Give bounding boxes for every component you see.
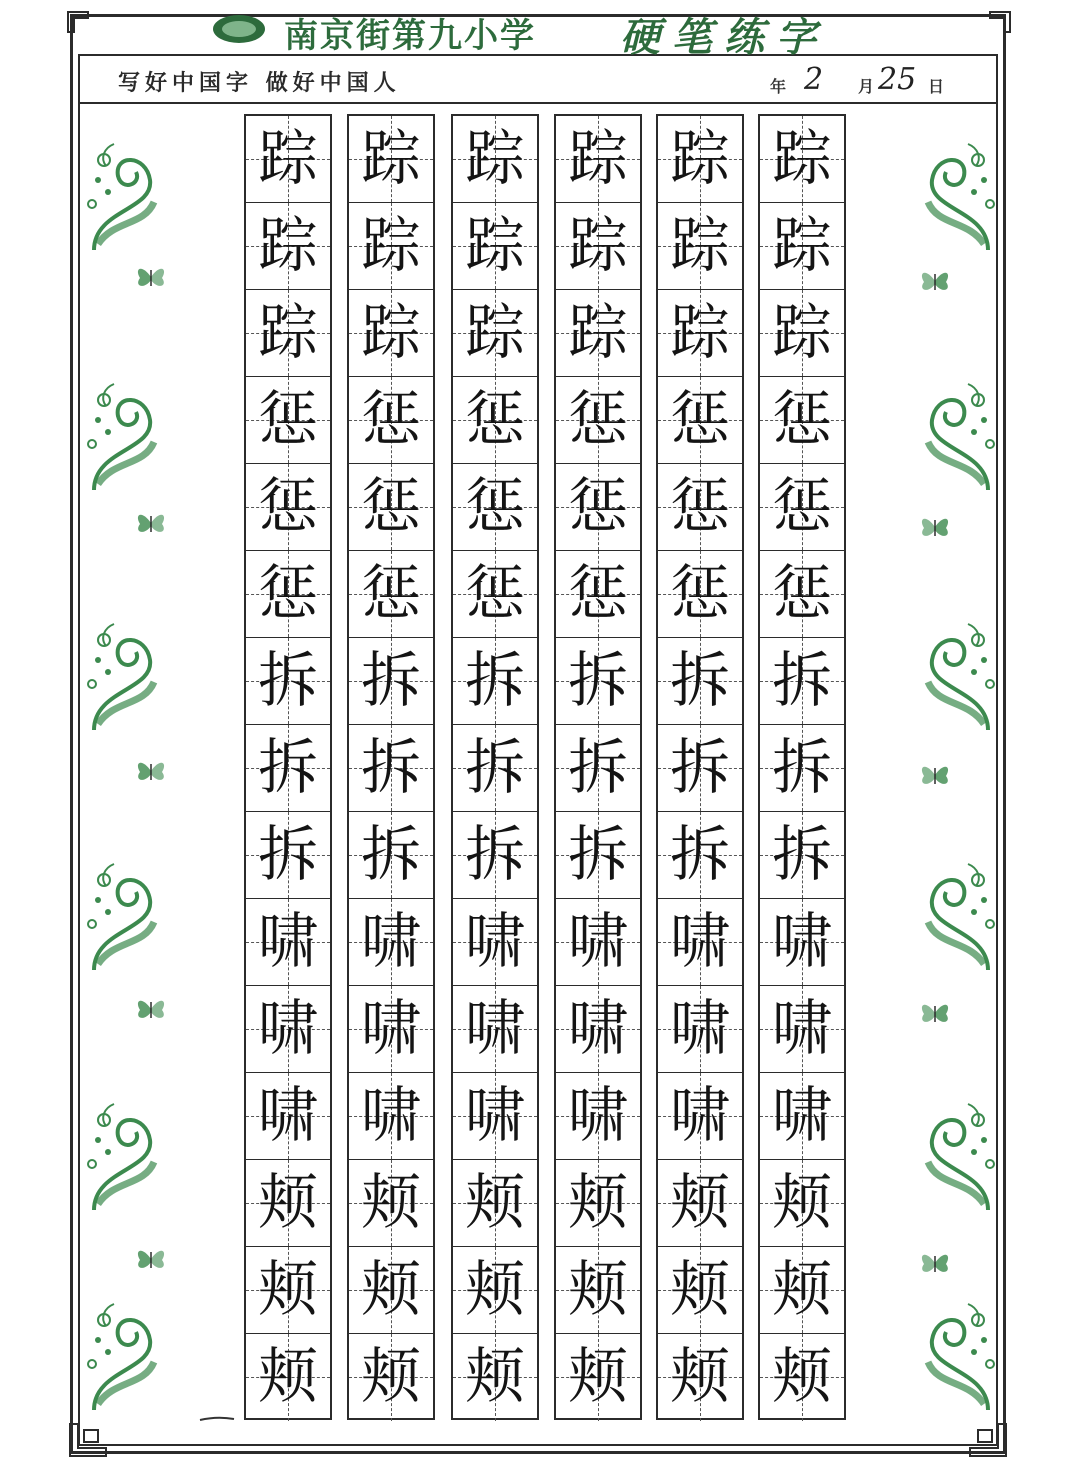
handwritten-character: 颊	[465, 1342, 525, 1412]
handwritten-character: 惩	[772, 559, 832, 629]
handwritten-character: 颊	[772, 1255, 832, 1325]
grid-cell	[349, 464, 433, 551]
grid-cell	[453, 1160, 537, 1247]
handwritten-character: 惩	[568, 472, 628, 542]
grid-cell	[453, 638, 537, 725]
butterfly-icon	[134, 1244, 168, 1274]
handwritten-character: 惩	[670, 559, 730, 629]
grid-cell	[349, 116, 433, 203]
grid-cell	[556, 986, 640, 1073]
grid-cell	[556, 377, 640, 464]
handwritten-character: 踪	[361, 124, 421, 194]
handwritten-character: 啸	[772, 994, 832, 1064]
school-logo-icon	[212, 14, 266, 44]
handwritten-character: 啸	[772, 907, 832, 977]
butterfly-icon	[918, 1248, 952, 1278]
handwritten-character: 啸	[670, 994, 730, 1064]
handwritten-character: 拆	[465, 820, 525, 890]
handwritten-character: 踪	[670, 211, 730, 281]
handwritten-character: 踪	[361, 298, 421, 368]
grid-cell	[556, 116, 640, 203]
grid-cell	[760, 1073, 844, 1160]
grid-cell	[556, 812, 640, 899]
sheet-header	[200, 6, 900, 61]
handwritten-character: 颊	[258, 1168, 318, 1238]
grid-cell	[658, 464, 742, 551]
handwritten-character: 踪	[670, 124, 730, 194]
grid-cell	[658, 1334, 742, 1421]
leaf-swirl-ornament	[84, 860, 164, 980]
butterfly-icon	[918, 998, 952, 1028]
grid-cell	[246, 1160, 330, 1247]
handwritten-character: 颊	[361, 1255, 421, 1325]
handwritten-character: 拆	[772, 646, 832, 716]
handwritten-character: 拆	[465, 733, 525, 803]
grid-cell	[760, 812, 844, 899]
leaf-swirl-ornament	[84, 380, 164, 500]
leaf-swirl-ornament	[84, 140, 164, 260]
corner-ornament-top-right	[988, 10, 1012, 34]
handwritten-character: 拆	[361, 733, 421, 803]
handwritten-character: 惩	[361, 559, 421, 629]
grid-cell	[349, 638, 433, 725]
grid-cell	[349, 1247, 433, 1334]
grid-cell	[658, 899, 742, 986]
butterfly-icon	[134, 508, 168, 538]
year-label: 年	[770, 77, 787, 96]
grid-cell	[658, 986, 742, 1073]
grid-cell	[349, 812, 433, 899]
handwritten-character: 啸	[258, 1081, 318, 1151]
handwritten-character: 惩	[465, 559, 525, 629]
handwritten-character: 啸	[465, 994, 525, 1064]
handwritten-character: 颊	[258, 1255, 318, 1325]
day-label: 日	[928, 77, 945, 96]
grid-cell	[246, 1247, 330, 1334]
day-value: 25	[878, 62, 917, 97]
grid-cell	[453, 116, 537, 203]
handwritten-character: 惩	[670, 472, 730, 542]
handwritten-character: 颊	[465, 1255, 525, 1325]
handwritten-character: 踪	[258, 298, 318, 368]
grid-cell	[556, 290, 640, 377]
grid-cell	[453, 899, 537, 986]
motto-text: 写好中国字 做好中国人	[118, 71, 401, 96]
handwritten-character: 拆	[258, 820, 318, 890]
grid-cell	[246, 1073, 330, 1160]
corner-ornament-bottom-right	[966, 1420, 1010, 1460]
grid-cell	[760, 551, 844, 638]
grid-cell	[246, 725, 330, 812]
grid-cell	[246, 464, 330, 551]
grid-cell	[453, 812, 537, 899]
handwritten-character: 拆	[361, 646, 421, 716]
handwritten-character: 颊	[568, 1342, 628, 1412]
leaf-swirl-ornament	[918, 620, 998, 740]
grid-cell	[658, 551, 742, 638]
butterfly-icon	[918, 512, 952, 542]
grid-cell	[760, 725, 844, 812]
grid-cell	[556, 1334, 640, 1421]
handwritten-character: 拆	[361, 820, 421, 890]
butterfly-icon	[918, 760, 952, 790]
leaf-swirl-ornament	[918, 1100, 998, 1220]
butterfly-icon	[134, 994, 168, 1024]
grid-cell	[349, 377, 433, 464]
pen-stroke-mark	[198, 1416, 236, 1422]
handwritten-character: 颊	[772, 1168, 832, 1238]
grid-column	[656, 114, 744, 1420]
grid-column	[758, 114, 846, 1420]
handwritten-character: 啸	[568, 994, 628, 1064]
grid-cell	[556, 899, 640, 986]
handwritten-character: 踪	[772, 124, 832, 194]
grid-cell	[658, 1160, 742, 1247]
handwritten-character: 踪	[568, 298, 628, 368]
handwritten-character: 惩	[772, 385, 832, 455]
handwritten-character: 颊	[258, 1342, 318, 1412]
month-value: 2	[804, 62, 824, 97]
handwritten-character: 惩	[465, 385, 525, 455]
grid-cell	[760, 638, 844, 725]
handwritten-character: 拆	[258, 733, 318, 803]
handwritten-character: 踪	[670, 298, 730, 368]
handwritten-character: 啸	[465, 907, 525, 977]
grid-cell	[246, 1334, 330, 1421]
leaf-swirl-ornament	[918, 140, 998, 260]
handwritten-character: 颊	[465, 1168, 525, 1238]
grid-cell	[453, 203, 537, 290]
grid-cell	[556, 725, 640, 812]
grid-cell	[453, 1334, 537, 1421]
grid-cell	[658, 377, 742, 464]
handwritten-character: 啸	[670, 1081, 730, 1151]
grid-cell	[453, 1073, 537, 1160]
handwritten-character: 惩	[568, 385, 628, 455]
handwritten-character: 踪	[258, 124, 318, 194]
leaf-swirl-ornament	[918, 380, 998, 500]
handwritten-character: 啸	[568, 907, 628, 977]
handwritten-character: 踪	[772, 211, 832, 281]
handwritten-character: 颊	[568, 1255, 628, 1325]
grid-cell	[349, 986, 433, 1073]
handwritten-character: 踪	[361, 211, 421, 281]
handwritten-character: 拆	[568, 820, 628, 890]
handwritten-character: 啸	[258, 994, 318, 1064]
grid-cell	[658, 1247, 742, 1334]
handwritten-character: 惩	[258, 472, 318, 542]
grid-cell	[556, 203, 640, 290]
handwritten-character: 拆	[258, 646, 318, 716]
handwritten-character: 颊	[361, 1342, 421, 1412]
grid-cell	[760, 1247, 844, 1334]
grid-cell	[349, 1073, 433, 1160]
grid-column	[554, 114, 642, 1420]
handwritten-character: 啸	[361, 1081, 421, 1151]
motto-date-row	[80, 58, 998, 102]
grid-cell	[453, 725, 537, 812]
grid-cell	[556, 551, 640, 638]
grid-cell	[246, 899, 330, 986]
grid-cell	[349, 1160, 433, 1247]
handwritten-character: 颊	[670, 1342, 730, 1412]
handwritten-character: 踪	[465, 124, 525, 194]
grid-cell	[453, 1247, 537, 1334]
grid-cell	[246, 638, 330, 725]
grid-cell	[349, 1334, 433, 1421]
handwritten-character: 拆	[670, 646, 730, 716]
grid-cell	[556, 1247, 640, 1334]
corner-ornament-top-left	[66, 10, 90, 34]
leaf-swirl-ornament	[918, 1300, 998, 1420]
grid-cell	[760, 1334, 844, 1421]
handwritten-character: 啸	[568, 1081, 628, 1151]
grid-cell	[453, 986, 537, 1073]
handwritten-character: 颊	[670, 1168, 730, 1238]
handwritten-character: 颊	[772, 1342, 832, 1412]
grid-cell	[760, 377, 844, 464]
handwritten-character: 啸	[772, 1081, 832, 1151]
grid-cell	[658, 725, 742, 812]
handwritten-character: 踪	[465, 211, 525, 281]
handwritten-character: 踪	[465, 298, 525, 368]
handwritten-character: 啸	[465, 1081, 525, 1151]
handwritten-character: 拆	[772, 820, 832, 890]
grid-cell	[349, 899, 433, 986]
grid-cell	[658, 812, 742, 899]
grid-cell	[760, 986, 844, 1073]
grid-cell	[658, 1073, 742, 1160]
handwritten-character: 惩	[258, 385, 318, 455]
grid-column	[451, 114, 539, 1420]
handwritten-character: 颊	[670, 1255, 730, 1325]
grid-cell	[246, 812, 330, 899]
handwritten-character: 惩	[361, 472, 421, 542]
grid-cell	[760, 290, 844, 377]
leaf-swirl-ornament	[84, 1300, 164, 1420]
grid-cell	[658, 638, 742, 725]
handwritten-character: 拆	[772, 733, 832, 803]
grid-cell	[246, 290, 330, 377]
handwritten-character: 啸	[361, 994, 421, 1064]
handwritten-character: 啸	[670, 907, 730, 977]
grid-column	[347, 114, 435, 1420]
handwritten-character: 惩	[258, 559, 318, 629]
grid-cell	[349, 290, 433, 377]
grid-cell	[658, 203, 742, 290]
grid-cell	[246, 203, 330, 290]
leaf-swirl-ornament	[84, 1100, 164, 1220]
grid-cell	[453, 464, 537, 551]
book-title: 硬笔练字	[620, 14, 828, 61]
leaf-swirl-ornament	[918, 860, 998, 980]
handwritten-character: 惩	[670, 385, 730, 455]
handwritten-character: 啸	[258, 907, 318, 977]
butterfly-icon	[134, 262, 168, 292]
grid-cell	[760, 899, 844, 986]
handwritten-character: 颊	[568, 1168, 628, 1238]
handwritten-character: 拆	[465, 646, 525, 716]
grid-column	[244, 114, 332, 1420]
grid-cell	[556, 638, 640, 725]
grid-cell	[760, 464, 844, 551]
handwritten-character: 拆	[670, 820, 730, 890]
grid-cell	[760, 1160, 844, 1247]
grid-cell	[556, 1160, 640, 1247]
grid-cell	[246, 116, 330, 203]
butterfly-icon	[918, 266, 952, 296]
grid-cell	[349, 203, 433, 290]
handwritten-character: 踪	[568, 211, 628, 281]
handwritten-character: 拆	[568, 646, 628, 716]
school-name: 南京街第九小学	[284, 16, 536, 56]
grid-cell	[556, 464, 640, 551]
butterfly-icon	[134, 756, 168, 786]
grid-cell	[760, 116, 844, 203]
grid-cell	[453, 377, 537, 464]
grid-cell	[658, 116, 742, 203]
handwritten-character: 惩	[772, 472, 832, 542]
handwritten-character: 踪	[772, 298, 832, 368]
grid-cell	[246, 986, 330, 1073]
handwritten-character: 踪	[568, 124, 628, 194]
handwritten-character: 惩	[568, 559, 628, 629]
grid-cell	[658, 290, 742, 377]
handwritten-character: 踪	[258, 211, 318, 281]
handwritten-character: 拆	[670, 733, 730, 803]
month-label: 月	[858, 77, 875, 96]
practice-grid	[244, 114, 844, 1420]
leaf-swirl-ornament	[84, 620, 164, 740]
grid-cell	[349, 551, 433, 638]
grid-cell	[760, 203, 844, 290]
handwritten-character: 惩	[465, 472, 525, 542]
handwritten-character: 啸	[361, 907, 421, 977]
grid-cell	[349, 725, 433, 812]
grid-cell	[453, 290, 537, 377]
handwritten-character: 拆	[568, 733, 628, 803]
grid-cell	[453, 551, 537, 638]
grid-cell	[246, 551, 330, 638]
handwritten-character: 颊	[361, 1168, 421, 1238]
corner-ornament-bottom-left	[66, 1420, 110, 1460]
handwritten-character: 惩	[361, 385, 421, 455]
grid-cell	[246, 377, 330, 464]
header-divider	[80, 102, 998, 104]
grid-cell	[556, 1073, 640, 1160]
